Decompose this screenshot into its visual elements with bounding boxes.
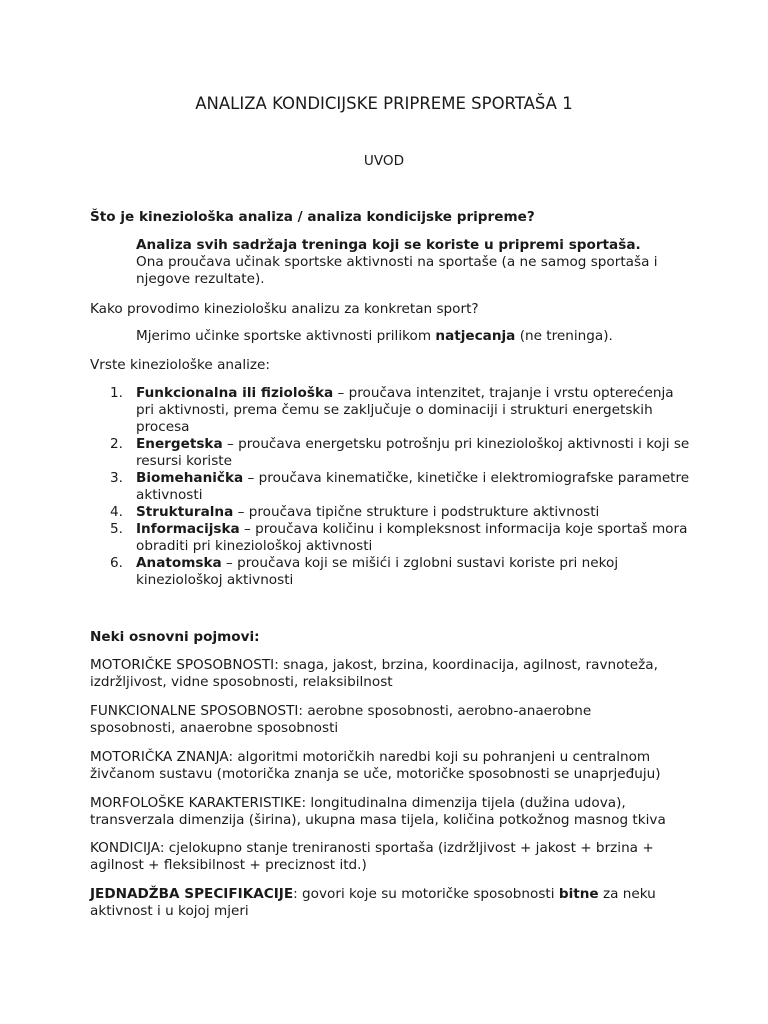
list-number: 6. — [110, 555, 123, 571]
equation-paragraph — [90, 886, 680, 920]
list-item — [110, 470, 690, 504]
question-2: Kako provodimo kineziološku analizu za konkretan sport? — [90, 301, 479, 317]
equation-post: za neku aktivnost i u kojoj mjeri — [90, 886, 656, 919]
answer-1-bold: Analiza svih sadržaja treninga koji se koriste u pripremi sportaša. — [136, 237, 641, 253]
concept-kondicija: KONDICIJA: cjelokupno stanje treniranosti sportaša (izdržljivost + jakost + brzina + agilnost + fleksibilnost + preciznost itd.) — [90, 840, 654, 873]
types-heading: Vrste kineziološke analize: — [90, 357, 270, 373]
concept-morfoloske-karakteristike: MORFOLOŠKE KARAKTERISTIKE: longitudinalna dimenzija tijela (dužina udova), transverzala dimenzija (širina), ukupna masa tijela, količina potkožnog masnog tkiva — [90, 795, 666, 828]
list-item — [110, 555, 690, 589]
answer-block-1 — [136, 237, 681, 288]
answer-1-text: Ona proučava učinak sportske aktivnosti na sportaše (a ne samog sportaša i njegove rezultate). — [136, 254, 658, 287]
type-name: Energetska — [136, 436, 223, 452]
type-desc: – proučava tipične strukture i podstrukture aktivnosti — [233, 504, 600, 520]
type-name: Strukturalna — [136, 504, 234, 520]
list-number: 2. — [110, 436, 123, 452]
concept-motoricka-znanja: MOTORIČKA ZNANJA: algoritmi motoričkih naredbi koji su pohranjeni u centralnom živčanom sustavu (motorička znanja se uče, motoričke sposobnosti se unaprjeđuju) — [90, 749, 661, 782]
concept-motoricke-sposobnosti: MOTORIČKE SPOSOBNOSTI: snaga, jakost, brzina, koordinacija, agilnost, ravnoteža, izdržljivost, vidne sposobnosti, relaksibilnost — [90, 657, 658, 690]
page-title: ANALIZA KONDICIJSKE PRIPREME SPORTAŠA 1 — [195, 94, 573, 113]
list-item — [110, 504, 690, 521]
type-desc: – proučava koji se mišići i zglobni sustavi koriste pri nekoj kineziološkoj aktivnosti — [136, 555, 619, 588]
type-name: Biomehanička — [136, 470, 244, 486]
list-number: 3. — [110, 470, 123, 486]
list-item — [110, 521, 690, 555]
concepts-heading: Neki osnovni pojmovi: — [90, 629, 260, 645]
type-desc: – proučava kinematičke, kinetičke i elektromiografske parametre aktivnosti — [136, 470, 690, 503]
list-number: 1. — [110, 385, 123, 401]
question-heading-1: Što je kineziološka analiza / analiza kondicijske pripreme? — [90, 209, 535, 225]
concept-funkcionalne-sposobnosti: FUNKCIONALNE SPOSOBNOSTI: aerobne sposobnosti, aerobno-anaerobne sposobnosti, anaerobne sposobnosti — [90, 703, 592, 736]
list-number: 4. — [110, 504, 123, 520]
equation-label: JEDNADŽBA SPECIFIKACIJE — [90, 886, 294, 902]
type-name: Informacijska — [136, 521, 240, 537]
type-desc: – proučava količinu i kompleksnost informacija koje sportaš mora obraditi pri kineziološkoj aktivnosti — [136, 521, 688, 554]
answer-2-post: (ne treninga). — [515, 328, 613, 344]
answer-2 — [136, 328, 681, 345]
list-item — [110, 385, 690, 436]
equation-pre: : govori koje su motoričke sposobnosti — [293, 886, 559, 902]
analysis-types-list — [110, 385, 690, 589]
type-desc: – proučava energetsku potrošnju pri kineziološkoj aktivnosti i koji se resursi koriste — [136, 436, 690, 469]
list-number: 5. — [110, 521, 123, 537]
type-name: Funkcionalna ili fiziološka — [136, 385, 334, 401]
equation-bold: bitne — [558, 886, 599, 902]
list-item — [110, 436, 690, 470]
type-desc: – proučava intenzitet, trajanje i vrstu opterećenja pri aktivnosti, prema čemu se zaključuje o dominaciji i strukturi energetskih procesa — [136, 385, 674, 435]
section-heading-uvod: UVOD — [363, 153, 405, 169]
type-name: Anatomska — [136, 555, 222, 571]
answer-2-pre: Mjerimo učinke sportske aktivnosti prilikom — [136, 328, 436, 344]
answer-2-bold: natjecanja — [435, 328, 516, 344]
